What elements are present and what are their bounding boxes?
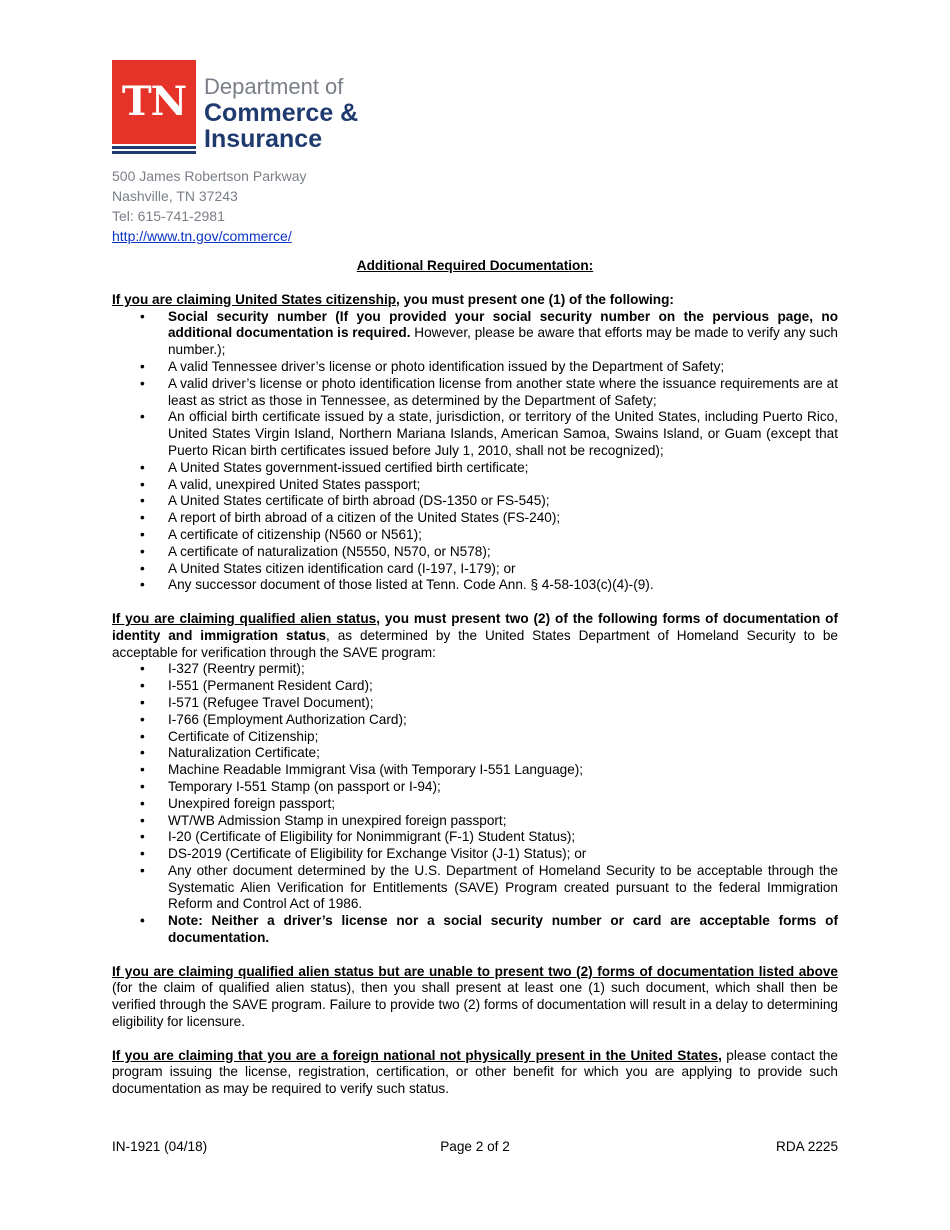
website-link[interactable]: http://www.tn.gov/commerce/ [112, 228, 292, 244]
list-item: • Any successor document of those listed at Tenn. Code Ann. § 4-58-103(c)(4)-(9). [168, 577, 838, 594]
list-item: • A valid Tennessee driver’s license or photo identification issued by the Department of Safety; [168, 359, 838, 376]
list-item: • I-327 (Reentry permit); [168, 661, 838, 678]
list-item [168, 309, 838, 359]
list-item: • DS-2019 (Certificate of Eligibility for Exchange Visitor (J-1) Status); or [168, 846, 838, 863]
logo-underline-bar [112, 146, 196, 149]
foreign-paragraph [112, 1048, 838, 1098]
list-item: • I-571 (Refugee Travel Document); [168, 695, 838, 712]
list-item: • A report of birth abroad of a citizen of the United States (FS-240); [168, 510, 838, 527]
address-block [112, 166, 307, 246]
ssn-rest-text: However, please be aware that efforts may be made to verify any such number.); [168, 325, 838, 358]
list-item: • I-766 (Employment Authorization Card); [168, 712, 838, 729]
ssn-bold-text: Social security number (If you provided your social security number on the pervious page, no additional documentation is required. [168, 308, 838, 341]
form-number: IN-1921 (04/18) [112, 1139, 208, 1154]
logo-underline-bar [112, 151, 196, 154]
list-item: • A United States citizen identification card (I-197, I-179); or [168, 561, 838, 578]
alien-heading-underlined: If you are claiming qualified alien status [112, 610, 377, 626]
address-phone: Tel: 615-741-2981 [112, 208, 225, 224]
list-item: • I-551 (Permanent Resident Card); [168, 678, 838, 695]
citizenship-list [112, 309, 838, 595]
unable-heading: If you are claiming qualified alien status but are unable to present two (2) forms of documentation listed above [112, 963, 838, 979]
alien-heading-bold: , you must present two (2) of the following forms of documentation of identity and immigration status [112, 610, 838, 643]
unable-text: (for the claim of qualified alien status), then you shall present at least one (1) such document, which shall then be verified through the SAVE program. Failure to provide two (2) forms of documentation will result in a delay to determining eligibility for licensure. [112, 980, 838, 1030]
list-item: • Certificate of Citizenship; [168, 729, 838, 746]
address-street: 500 James Robertson Parkway [112, 168, 307, 184]
department-logo [112, 58, 372, 154]
page-title: Additional Required Documentation: [356, 258, 594, 273]
note-item: • Note: Neither a driver’s license nor a social security number or card are acceptable forms of documentation. [168, 913, 838, 947]
list-item: • Naturalization Certificate; [168, 745, 838, 762]
alien-heading [112, 611, 838, 661]
foreign-comma: , [718, 1047, 722, 1063]
list-item: • Temporary I-551 Stamp (on passport or I-94); [168, 779, 838, 796]
list-item: • Machine Readable Immigrant Visa (with Temporary I-551 Language); [168, 762, 838, 779]
list-item: • A valid driver’s license or photo identification license from another state where the issuance requirements are at least as strict as those in Tennessee, as determined by the Department of Safety; [168, 376, 838, 410]
list-item: • A certificate of citizenship (N560 or N561); [168, 527, 838, 544]
list-item: • I-20 (Certificate of Eligibility for Nonimmigrant (F-1) Student Status); [168, 829, 838, 846]
citizenship-heading-underlined: If you are claiming United States citizenship [112, 291, 397, 307]
page-number: Page 2 of 2 [440, 1139, 510, 1154]
list-item: • A valid, unexpired United States passport; [168, 477, 838, 494]
list-item: • WT/WB Admission Stamp in unexpired foreign passport; [168, 813, 838, 830]
list-item: • A certificate of naturalization (N5550, N570, or N578); [168, 544, 838, 561]
citizenship-heading-rest: , you must present one (1) of the following: [396, 291, 674, 307]
tn-logo-text: TN [121, 78, 187, 125]
logo-department-line: Department of [204, 74, 344, 99]
list-item: • A United States government-issued certified birth certificate; [168, 460, 838, 477]
list-item: • A United States certificate of birth abroad (DS-1350 or FS-545); [168, 493, 838, 510]
logo-insurance-line: Insurance [204, 125, 323, 153]
alien-list [112, 661, 838, 947]
page-footer [112, 1139, 838, 1157]
unable-paragraph [112, 964, 838, 1031]
foreign-heading: If you are claiming that you are a foreign national not physically present in the United States [112, 1047, 719, 1063]
document-body [112, 258, 838, 1098]
rda-number: RDA 2225 [776, 1139, 838, 1154]
citizenship-heading [112, 292, 838, 309]
foreign-text: please contact the program issuing the license, registration, certification, or other benefit for which you are applying to provide such documentation as may be required to verify such status. [112, 1047, 838, 1097]
alien-heading-rest: , as determined by the United States Department of Homeland Security to be acceptable for verification through the SAVE program: [112, 627, 838, 660]
list-item: • Unexpired foreign passport; [168, 796, 838, 813]
logo-commerce-line: Commerce & [204, 99, 359, 127]
list-item: • Any other document determined by the U.S. Department of Homeland Security to be acceptable through the Systematic Alien Verification for Entitlements (SAVE) Program created pursuant to the federal Immigration Reform and Control Act of 1986. [168, 863, 838, 913]
list-item: • An official birth certificate issued by a state, jurisdiction, or territory of the United States, including Puerto Rico, United States Virgin Island, Northern Mariana Islands, American Samoa, Swains Island, or Guam (except that Puerto Rican birth certificates issued before July 1, 2010, shall not be recognized); [168, 409, 838, 459]
address-city: Nashville, TN 37243 [112, 188, 238, 204]
